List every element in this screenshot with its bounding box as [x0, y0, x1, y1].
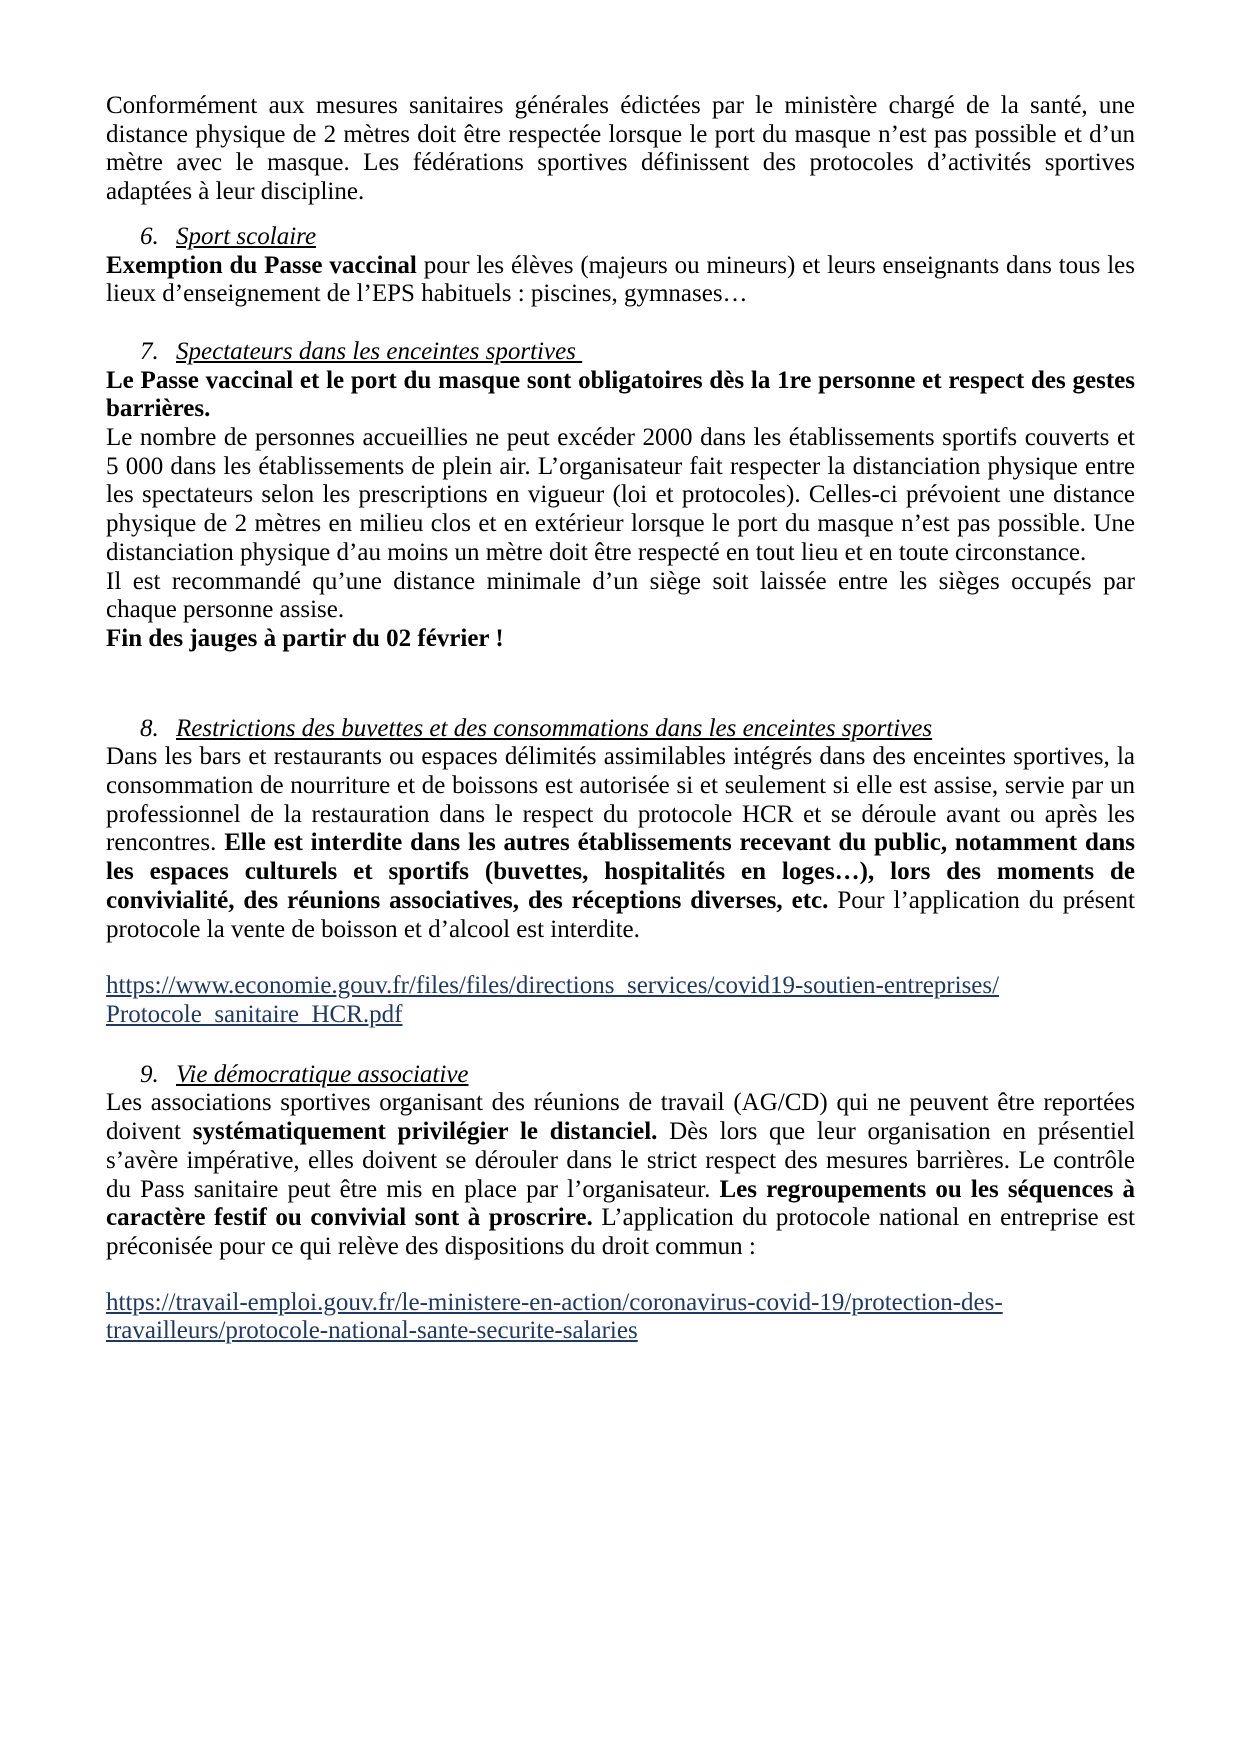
heading-title: Spectateurs dans les enceintes sportives — [176, 337, 583, 365]
heading-number: 6. — [140, 222, 159, 250]
paragraph-intro — [106, 92, 1135, 207]
text-run: Dans les bars et restaurants ou espaces délimités assimilables intégrés dans des enceintes sportives, la consommation de nourriture et de boissons est autorisée si et seulement si elle est assise, servie par un professionnel de la restauration dans le respect du protocole HCR et se déroule avant ou après les rencontres. — [106, 743, 1135, 857]
paragraph-sieges-recommandation — [106, 568, 1135, 625]
text-run-bold: systématiquement privilégier le distanciel. — [192, 1118, 658, 1146]
heading-buvettes — [106, 715, 1135, 744]
heading-number: 9. — [140, 1060, 159, 1088]
text-run-bold: Fin des jauges à partir du 02 février ! — [106, 624, 504, 652]
link-protocole-hcr[interactable] — [106, 972, 1135, 1029]
heading-sport-scolaire — [106, 223, 1135, 252]
text-run: Le nombre de personnes accueillies ne peut excéder 2000 dans les établissements sportifs couverts et 5 000 dans les établissements de plein air. L’organisateur fait respecter la distanciation physique entre les spectateurs selon les prescriptions en vigueur (loi et protocoles). Celles-ci prévoient une distance physique de 2 mètres en milieu clos et en extérieur lorsque le port du masque n’est pas possible. Une distanciation physique d’au moins un mètre doit être respecté en tout lieu et en toute circonstance. — [106, 424, 1135, 566]
text-run: Pour l’application du présent protocole la vente de boisson et d’alcool est interdite. — [106, 886, 1135, 943]
heading-number: 8. — [140, 714, 159, 742]
text-run: Les associations sportives organisant des réunions de travail (AG/CD) qui ne peuvent être reportées doivent — [106, 1089, 1135, 1146]
heading-spectateurs — [106, 338, 1135, 367]
text-run-bold: Le Passe vaccinal et le port du masque sont obligatoires dès la 1re personne et respect des gestes barrières. — [106, 366, 1135, 423]
text-run: pour les élèves (majeurs ou mineurs) et leurs enseignants dans tous les lieux d’enseignement de l’EPS habituels : piscines, gymnases… — [106, 251, 1136, 308]
paragraph-vie-democratique — [106, 1089, 1135, 1261]
link-line: https://www.economie.gouv.fr/files/files/directions_services/covid19-soutien-entreprises/ — [106, 972, 1000, 1000]
text-run-bold: Exemption du Passe vaccinal — [106, 251, 417, 279]
paragraph-buvettes — [106, 743, 1135, 944]
text-run-bold: Elle est interdite dans les autres établissements recevant du public, notamment dans les espaces culturels et sportifs (buvettes, hospitalités en loges…), lors des moments de convivialité, des réunions associatives, des réceptions diverses, etc. — [106, 829, 1135, 914]
link-line: https://travail-emploi.gouv.fr/le-ministere-en-action/coronavirus-covid-19/protection-des- — [106, 1288, 1003, 1316]
heading-vie-democratique — [106, 1061, 1135, 1090]
text-run-bold: Les regroupements ou les séquences à caractère festif ou convivial sont à proscrire. — [106, 1175, 1135, 1232]
link-line: Protocole_sanitaire_HCR.pdf — [106, 1000, 403, 1028]
text-run: Il est recommandé qu’une distance minimale d’un siège soit laissée entre les sièges occupés par chaque personne assise. — [106, 567, 1135, 624]
heading-number: 7. — [140, 337, 159, 365]
paragraph-passe-vaccinal-bold — [106, 367, 1135, 424]
paragraph-spectateurs-group — [106, 367, 1135, 654]
heading-title: Restrictions des buvettes et des consommations dans les enceintes sportives — [176, 714, 933, 742]
text-run: Conformément aux mesures sanitaires générales édictées par le ministère chargé de la santé, une distance physique de 2 mètres doit être respectée lorsque le port du masque n’est pas possible et d’un mètre avec le masque. Les fédérations sportives définissent des protocoles d’activités sportives adaptées à leur discipline. — [106, 92, 1135, 206]
paragraph-jauges-body — [106, 424, 1135, 568]
paragraph-fin-jauges — [106, 625, 1135, 654]
link-protocole-national-travail[interactable] — [106, 1289, 1135, 1346]
link-line: travailleurs/protocole-national-sante-securite-salaries — [106, 1317, 638, 1345]
text-run: Dès lors que leur organisation en présentiel s’avère impérative, elles doivent se dérouler dans le strict respect des mesures barrières. Le contrôle du Pass sanitaire peut être mis en place par l’organisateur. — [106, 1118, 1135, 1203]
heading-title: Sport scolaire — [176, 222, 317, 250]
paragraph-sport-scolaire — [106, 252, 1135, 309]
heading-title: Vie démocratique associative — [176, 1060, 469, 1088]
text-run: L’application du protocole national en entreprise est préconisée pour ce qui relève des dispositions du droit commun : — [106, 1204, 1135, 1260]
